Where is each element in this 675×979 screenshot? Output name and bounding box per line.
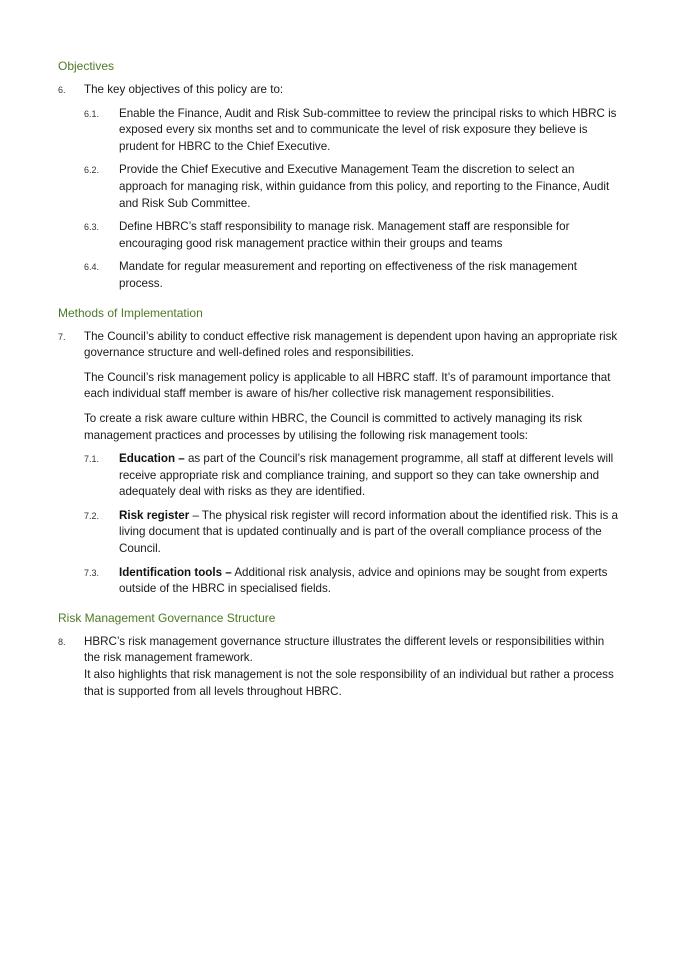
subitem-body: – The physical risk register will record information about the identified risk. This is a living document that is updated continually and is part of the overall compliance process of the Council.: [119, 508, 618, 556]
objective-subitem: [0, 106, 675, 156]
methods-subitem: [0, 508, 675, 558]
subitem-text: [119, 565, 623, 598]
subitem-number: 7.1.: [84, 454, 100, 465]
subitem-number: 7.3.: [84, 567, 100, 578]
item-number: 7.: [58, 331, 66, 342]
methods-subitem: [0, 565, 675, 598]
item-number: 6.: [58, 85, 66, 95]
subitem-text: Enable the Finance, Audit and Risk Sub-committee to review the principal risks to which HBRC is exposed every six months set and to communicate the level of risk exposure they believe is prudent for HBRC to the Chief Executive.: [119, 106, 617, 153]
subitem-number: 6.3.: [84, 222, 100, 233]
subitem-text: Mandate for regular measurement and reporting on effectiveness of the risk management process.: [119, 260, 577, 290]
objective-subitem: [0, 219, 675, 252]
subitem-number: 7.2.: [84, 510, 100, 521]
objectives-intro: The key objectives of this policy are to:: [84, 83, 284, 96]
subitem-text: [119, 451, 623, 501]
subitem-label: Identification tools –: [119, 565, 232, 579]
governance-heading: Risk Management Governance Structure: [58, 610, 276, 625]
subitem-number: 6.1.: [84, 108, 100, 119]
subitem-number: 6.2.: [84, 165, 100, 176]
governance-item: [0, 634, 675, 700]
subitem-body: as part of the Council’s risk management programme, all staff at different levels will receive appropriate risk and compliance training, and support so they can take ownership and adequately deal with risks as they are identified.: [119, 452, 614, 499]
methods-paragraph: [0, 411, 675, 444]
objective-subitem: [0, 259, 675, 292]
subitem-label: Risk register: [119, 508, 190, 522]
methods-item: [0, 329, 675, 362]
governance-paragraph-1: HBRC’s risk management governance structure illustrates the different levels or responsibilities within the risk management framework.: [84, 634, 605, 665]
governance-paragraph-2: It also highlights that risk management is not the sole responsibility of an individual but rather a process that is supported from all levels throughout HBRC.: [84, 668, 614, 698]
subitem-label: Education –: [119, 452, 185, 466]
objectives-item: [0, 82, 675, 99]
subitem-text: Provide the Chief Executive and Executive Management Team the discretion to select an approach for managing risk, within guidance from this policy, and reporting to the Finance, Audit and Risk Sub Committee.: [119, 163, 610, 210]
item-number: 8.: [58, 636, 66, 647]
methods-paragraph-2: The Council’s risk management policy is applicable to all HBRC staff. It’s of paramount importance that each individual staff member is aware of his/her collective risk management responsibilities.: [84, 370, 611, 401]
methods-paragraph-1: The Council’s ability to conduct effective risk management is dependent upon having an appropriate risk governance structure and well-defined roles and responsibilities.: [84, 329, 618, 360]
methods-heading: Methods of Implementation: [58, 305, 203, 320]
subitem-number: 6.4.: [84, 262, 100, 273]
subitem-body: Additional risk analysis, advice and opinions may be sought from experts outside of the HBRC in specialised fields.: [119, 565, 608, 596]
objectives-heading: Objectives: [58, 59, 115, 73]
subitem-text: [119, 508, 623, 558]
subitem-text: Define HBRC’s staff responsibility to manage risk. Management staff are responsible for encouraging good risk management practice within their groups and teams: [119, 220, 570, 250]
methods-paragraph: [0, 370, 675, 403]
methods-subitem: [0, 451, 675, 501]
objective-subitem: [0, 162, 675, 212]
methods-paragraph-3: To create a risk aware culture within HBRC, the Council is committed to actively managing its risk management practices and processes by utilising the following risk management tools:: [84, 411, 583, 442]
